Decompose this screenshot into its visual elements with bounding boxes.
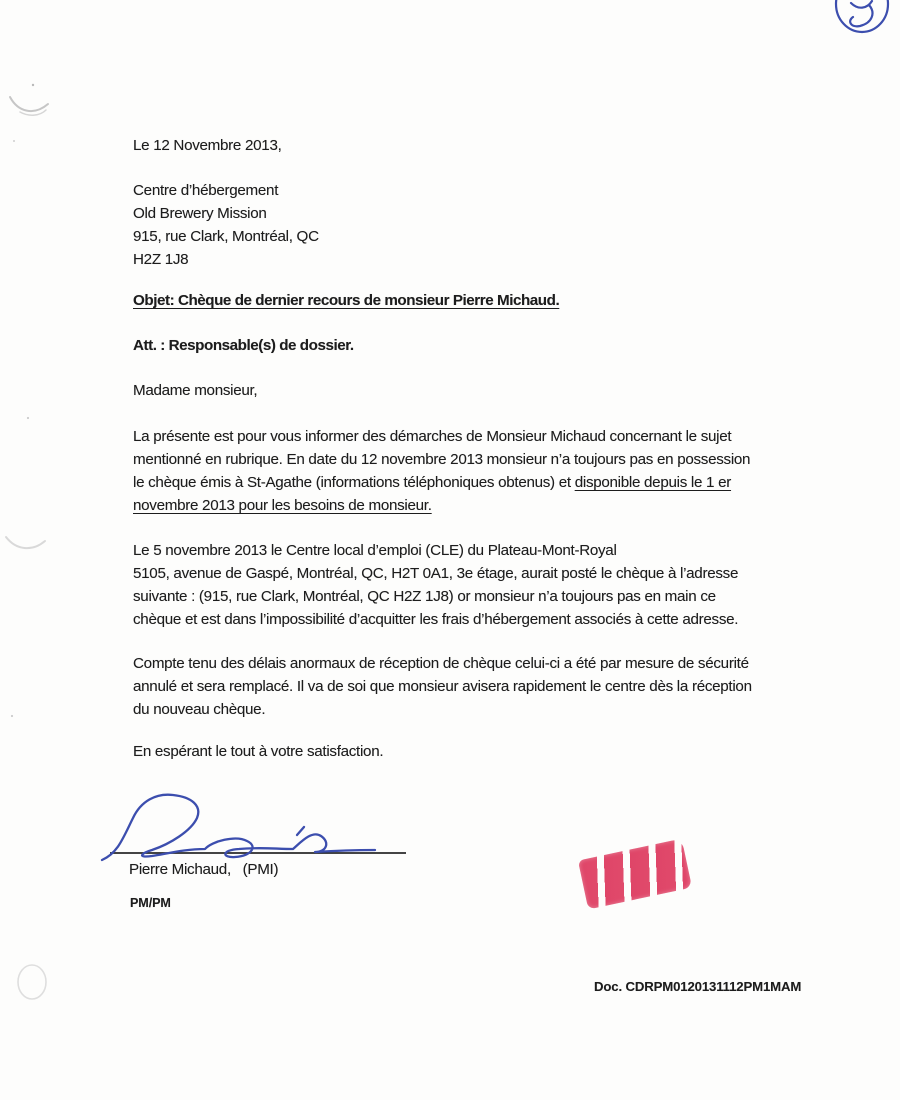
typist-initials: PM/PM	[130, 896, 171, 910]
subject-line: Objet: Chèque de dernier recours de monsieur Pierre Michaud.	[133, 292, 560, 309]
paragraph1-line3-underlined: disponible depuis le 1 er	[574, 474, 732, 491]
signature-scrawl	[102, 795, 375, 860]
closing-line: En espérant le tout à votre satisfaction.	[133, 743, 384, 760]
salutation: Madame monsieur,	[133, 382, 258, 399]
scan-artifact-curves	[6, 84, 48, 999]
paragraph2-line2: 5105, avenue de Gaspé, Montréal, QC, H2T 0A1, 3e étage, aurait posté le chèque à l’adresse	[133, 565, 739, 582]
paragraph2-line3: suivante : (915, rue Clark, Montréal, QC H2Z 1J8) or monsieur n’a toujours pas en main ce	[133, 588, 716, 605]
paragraph1-line1: La présente est pour vous informer des démarches de Monsieur Michaud concernant le sujet	[133, 428, 732, 445]
paragraph1-line4: novembre 2013 pour les besoins de monsieur.	[133, 497, 432, 514]
recipient-line-4: H2Z 1J8	[133, 251, 189, 268]
paragraph3-line1: Compte tenu des délais anormaux de réception de chèque celui-ci a été par mesure de sécurité	[133, 655, 749, 672]
paragraph2-line1: Le 5 novembre 2013 le Centre local d’emploi (CLE) du Plateau-Mont-Royal	[133, 542, 617, 559]
paragraph1-line2: mentionné en rubrique. En date du 12 novembre 2013 monsieur n’a toujours pas en possession	[133, 451, 751, 468]
paragraph3-line3: du nouveau chèque.	[133, 701, 266, 718]
paragraph3-line2: annulé et sera remplacé. Il va de soi que monsieur avisera rapidement le centre dès la réception	[133, 678, 752, 695]
red-cancellation-stamp	[578, 839, 692, 910]
date-line: Le 12 Novembre 2013,	[133, 137, 282, 154]
attention-line: Att. : Responsable(s) de dossier.	[133, 337, 354, 354]
paragraph2-line4: chèque et est dans l’impossibilité d’acquitter les frais d’hébergement associés à cette adresse.	[133, 611, 739, 628]
recipient-line-3: 915, rue Clark, Montréal, QC	[133, 228, 319, 245]
circled-page-number-mark	[836, 0, 888, 32]
recipient-line-2: Old Brewery Mission	[133, 205, 267, 222]
paragraph1-line3	[133, 473, 731, 492]
paragraph1-line3-plain: le chèque émis à St-Agathe (informations téléphoniques obtenus) et	[133, 474, 575, 491]
signer-name: Pierre Michaud, (PMI)	[129, 861, 279, 878]
doc-reference: Doc. CDRPM0120131112PM1MAM	[594, 979, 802, 994]
recipient-line-1: Centre d’hébergement	[133, 182, 279, 199]
